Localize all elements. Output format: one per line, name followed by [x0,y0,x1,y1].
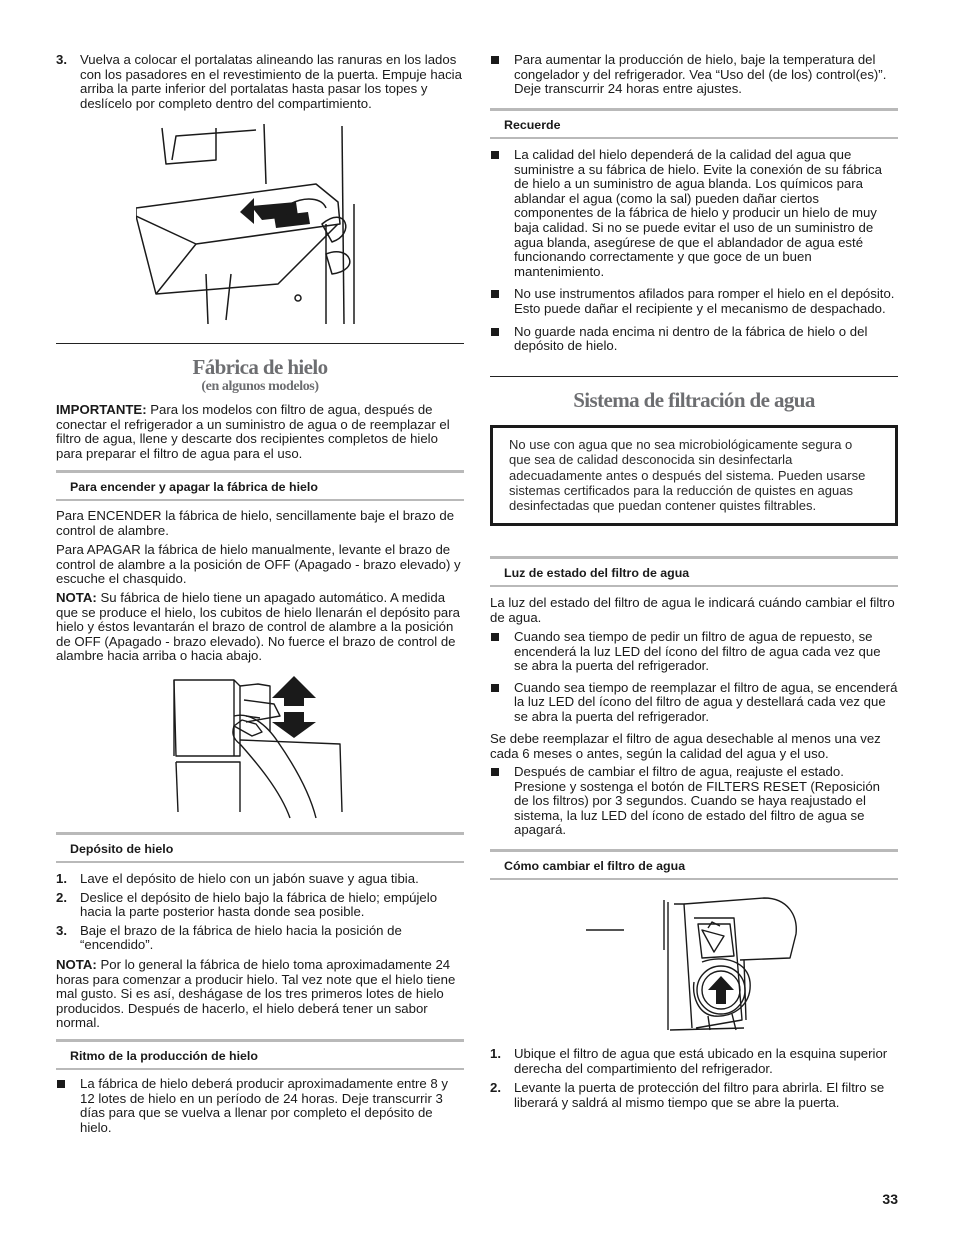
change-heading: Cómo cambiar el filtro de agua [490,849,898,880]
can-caddy-illustration [136,124,386,326]
bullet-square-icon [491,328,499,336]
page-number: 33 [882,1191,898,1207]
list-item: Cuando sea tiempo de reemplazar el filtro de agua, se encenderá la luz LED del ícono del filtro de agua y destellará cada vez que se abra la puerta del refrigerador. [490,681,898,725]
status-intro: La luz del estado del filtro de agua le indicará cuándo cambiar el filtro de agua. [490,595,895,625]
section-divider [490,376,898,377]
icemaker-subtitle: (en algunos modelos) [201,379,319,394]
on-paragraph: Para ENCENDER la fábrica de hielo, sencillamente baje el brazo de control de alambre. [56,508,455,538]
list-item: No use instrumentos afilados para romper el hielo en el depósito. Esto puede dañar el recipiente y el mecanismo de despachado. [490,287,898,316]
bullet-square-icon [491,151,499,159]
list-item: La calidad del hielo dependerá de la calidad del agua que suministre a su fábrica de hielo. Evite la conexión de su fábrica de hielo a un suministro de agua blanda. Los químicos para ablandar el agua (como la sal) pueden dañar ciertos componentes de la fábrica de hielo y producir un hielo de muy baja calidad. Si no se puede evitar el uso de un suministro de agua blanda, asegúrese de que el ablandador de agua esté funcionando correctamente y que goce de un buen mantenimiento. [490,148,898,279]
replace-paragraph: Se debe reemplazar el filtro de agua desechable al menos una vez cada 6 meses o antes, según la calidad del agua y el uso. [490,731,881,761]
section-divider [56,343,464,344]
bullet-square-icon [491,290,499,298]
bin-step: 2. Deslice el depósito de hielo bajo la fábrica de hielo; empújelo hacia la parte posterior hasta donde sea posible. [56,889,438,920]
rate-heading: Ritmo de la producción de hielo [56,1039,464,1070]
bin-heading: Depósito de hielo [56,832,464,863]
auto-shutoff-note: NOTA: Su fábrica de hielo tiene un apagado automático. A medida que se produce el hielo, los cubitos de hielo llenarán el depósito para hielo y éstos levantarán el brazo de control de alambre a la posición de OFF (Apagado - brazo elevado). No fuerce el brazo de control de alambre hacia arriba o hacia abajo. [56,590,460,664]
remember-heading: Recuerde [490,108,898,139]
filter-step: 1. Ubique el filtro de agua que está ubicado en la esquina superior derecha del compartimiento del refrigerador. [490,1046,888,1076]
rate-bullet-2: Para aumentar la producción de hielo, baje la temperatura del congelador y del refrigerador. Vea “Uso del (de los) control(es)”. Deje transcurrir 24 horas entre ajustes. [490,53,898,97]
change-steps [490,1047,898,1110]
filter-step: 2. Levante la puerta de protección del filtro para abrirla. El filtro se liberará y saldrá al mismo tiempo que se abre la puerta. [490,1080,885,1110]
status-bullets [490,630,898,725]
bullet-square-icon [491,633,499,641]
rate-bullet: La fábrica de hielo deberá producir aproximadamente entre 8 y 12 lotes de hielo en un período de 24 horas. Deje transcurrir 3 días para que se vuelva a llenar por completo el depósito de hielo. [56,1077,464,1135]
bin-step: 1. Lave el depósito de hielo con un jabón suave y agua tibia. [56,871,419,886]
bin-steps [56,872,464,953]
status-heading: Luz de estado del filtro de agua [490,556,898,587]
warning-box: No use con agua que no sea microbiológicamente segura o que sea de calidad desconocida sin desinfectarla adecuadamente antes o después del sistema. Pueden usarse sistemas certificados para la reducción de quistes en aguas desinfectadas que puedan contener quistes filtrables. [490,425,898,526]
important-paragraph: IMPORTANTE: Para los modelos con filtro de agua, después de conectar el refrigerador a un suministro de agua o de reemplazar el filtro de agua, llene y descarte dos recipientes completos de hielo para preparar el filtro de agua para el uso. [56,402,450,461]
bin-note: NOTA: Por lo general la fábrica de hielo toma aproximadamente 24 horas para comenzar a producir hielo. Tal vez note que el hielo tiene mal gusto. Si es así, deshágase de los tres primeros lotes de hielo producidos. Después de hacerlo, el hielo deberá tener un sabor normal. [56,957,456,1031]
icemaker-title: Fábrica de hielo [192,355,328,379]
list-item: Cuando sea tiempo de pedir un filtro de agua de repuesto, se encenderá la luz LED del ícono del filtro de agua cada vez que se abra la puerta del refrigerador. [490,630,898,674]
list-item: No guarde nada encima ni dentro de la fábrica de hielo o del depósito de hielo. [490,325,898,354]
remember-bullets [490,148,898,354]
can-step-3: 3. Vuelva a colocar el portalatas alineando las ranuras en los lados con los pasadores en el revestimiento de la puerta. Empuje hacia arriba la parte inferior del portalatas hasta pasar los topes y deslícelo por completo dentro del compartimiento. [56,52,462,111]
icemaker-arm-illustration [170,672,350,820]
bullet-square-icon [57,1080,65,1088]
bin-step: 3. Baje el brazo de la fábrica de hielo hacia la posición de “encendido”. [56,922,402,953]
filtration-title: Sistema de filtración de agua [573,388,815,412]
bullet-square-icon [491,768,499,776]
water-filter-illustration [584,896,804,1034]
bullet-square-icon [491,56,499,64]
off-paragraph: Para APAGAR la fábrica de hielo manualmente, levante el brazo de control de alambre a la posición de OFF (Apagado - brazo elevado) y escuche el chasquido. [56,542,461,587]
onoff-heading: Para encender y apagar la fábrica de hielo [56,470,464,501]
icemaker-section-header [56,355,464,395]
reset-bullet: Después de cambiar el filtro de agua, reajuste el estado. Presione y sostenga el botón de FILTERS RESET (Reposición de los filtros) por 3 segundos. Cuando se haya reajustado el sistema, la luz LED del ícono de estado del filtro de agua se apagará. [490,765,898,838]
bullet-square-icon [491,684,499,692]
filtration-section-header [490,388,898,412]
